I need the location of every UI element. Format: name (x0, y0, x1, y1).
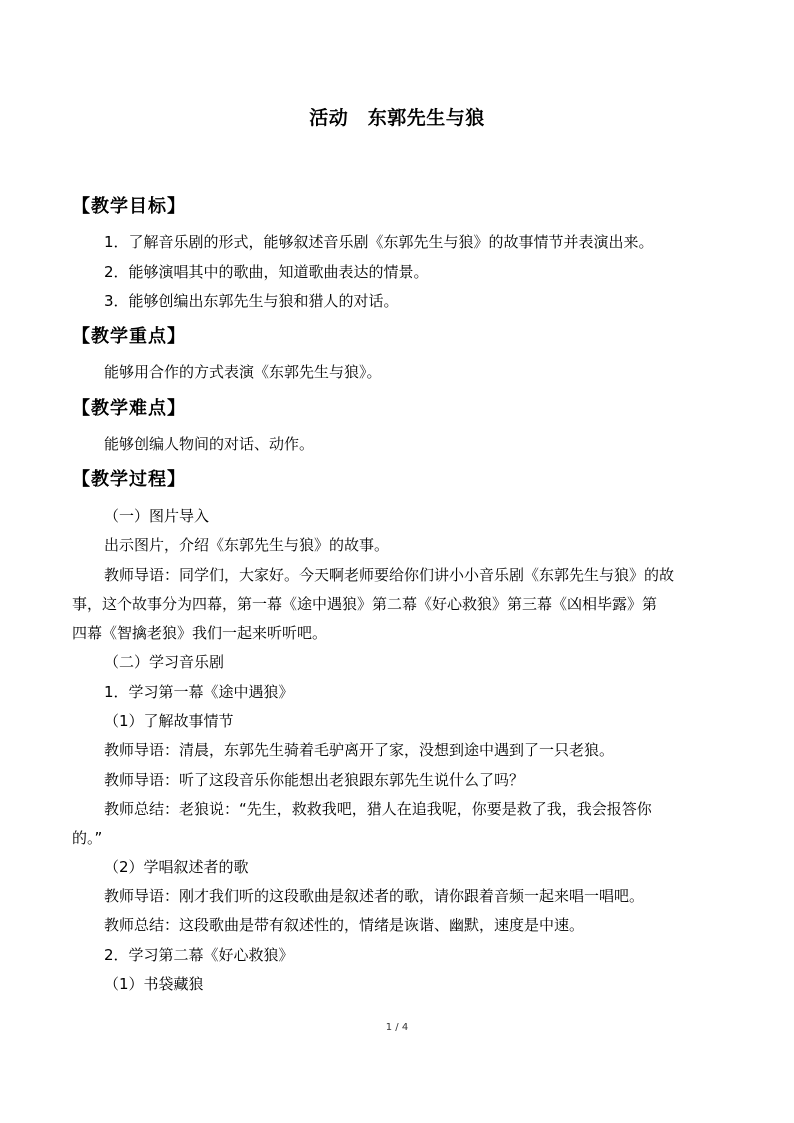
process-line: 事，这个故事分为四幕，第一幕《途中遇狼》第二幕《好心救狼》第三幕《凶相毕露》第 (72, 595, 658, 613)
process-line: （一）图片导入 (104, 507, 210, 525)
heading-objectives: 【教学目标】 (72, 196, 186, 217)
process-line: 的。” (72, 829, 103, 847)
objective-item-1: 1．了解音乐剧的形式，能够叙述音乐剧《东郭先生与狼》的故事情节并表演出来。 (104, 233, 654, 251)
heading-process: 【教学过程】 (72, 469, 186, 490)
process-line: （2）学唱叙述者的歌 (104, 858, 249, 876)
process-line: 教师导语：同学们，大家好。今天啊老师要给你们讲小小音乐剧《东郭先生与狼》的故 (104, 566, 675, 584)
objective-item-3: 3．能够创编出东郭先生与狼和猎人的对话。 (104, 292, 399, 310)
process-line: 2．学习第二幕《好心救狼》 (104, 946, 294, 964)
heading-key-points: 【教学重点】 (72, 326, 186, 347)
process-line: 出示图片，介绍《东郭先生与狼》的故事。 (104, 536, 390, 554)
process-line: 1．学习第一幕《途中遇狼》 (104, 683, 294, 701)
process-line: 四幕《智擒老狼》我们一起来听听吧。 (72, 624, 328, 642)
objective-item-2: 2．能够演唱其中的歌曲，知道歌曲表达的情景。 (104, 263, 429, 281)
process-line: 教师导语：清晨，东郭先生骑着毛驴离开了家，没想到途中遇到了一只老狼。 (104, 741, 615, 759)
process-line: （二）学习音乐剧 (104, 653, 225, 671)
process-line: （1）书袋藏狼 (104, 975, 204, 993)
process-line: 教师总结：老狼说：“先生，救救我吧，猎人在追我呢，你要是救了我，我会报答你 (104, 800, 652, 818)
process-line: 教师总结：这段歌曲是带有叙述性的，情绪是诙谐、幽默，速度是中速。 (104, 916, 585, 934)
page-title: 活动 东郭先生与狼 (309, 107, 485, 129)
heading-difficulties: 【教学难点】 (72, 398, 186, 419)
process-line: 教师导语：听了这段音乐你能想出老狼跟东郭先生说什么了吗？ (104, 771, 525, 789)
process-line: （1）了解故事情节 (104, 712, 234, 730)
process-line: 教师导语：刚才我们听的这段歌曲是叙述者的歌，请你跟着音频一起来唱一唱吧。 (104, 887, 645, 905)
page-number: 1 / 4 (385, 1022, 409, 1033)
key-points-text: 能够用合作的方式表演《东郭先生与狼》。 (104, 363, 382, 381)
difficulties-text: 能够创编人物间的对话、动作。 (104, 435, 315, 453)
